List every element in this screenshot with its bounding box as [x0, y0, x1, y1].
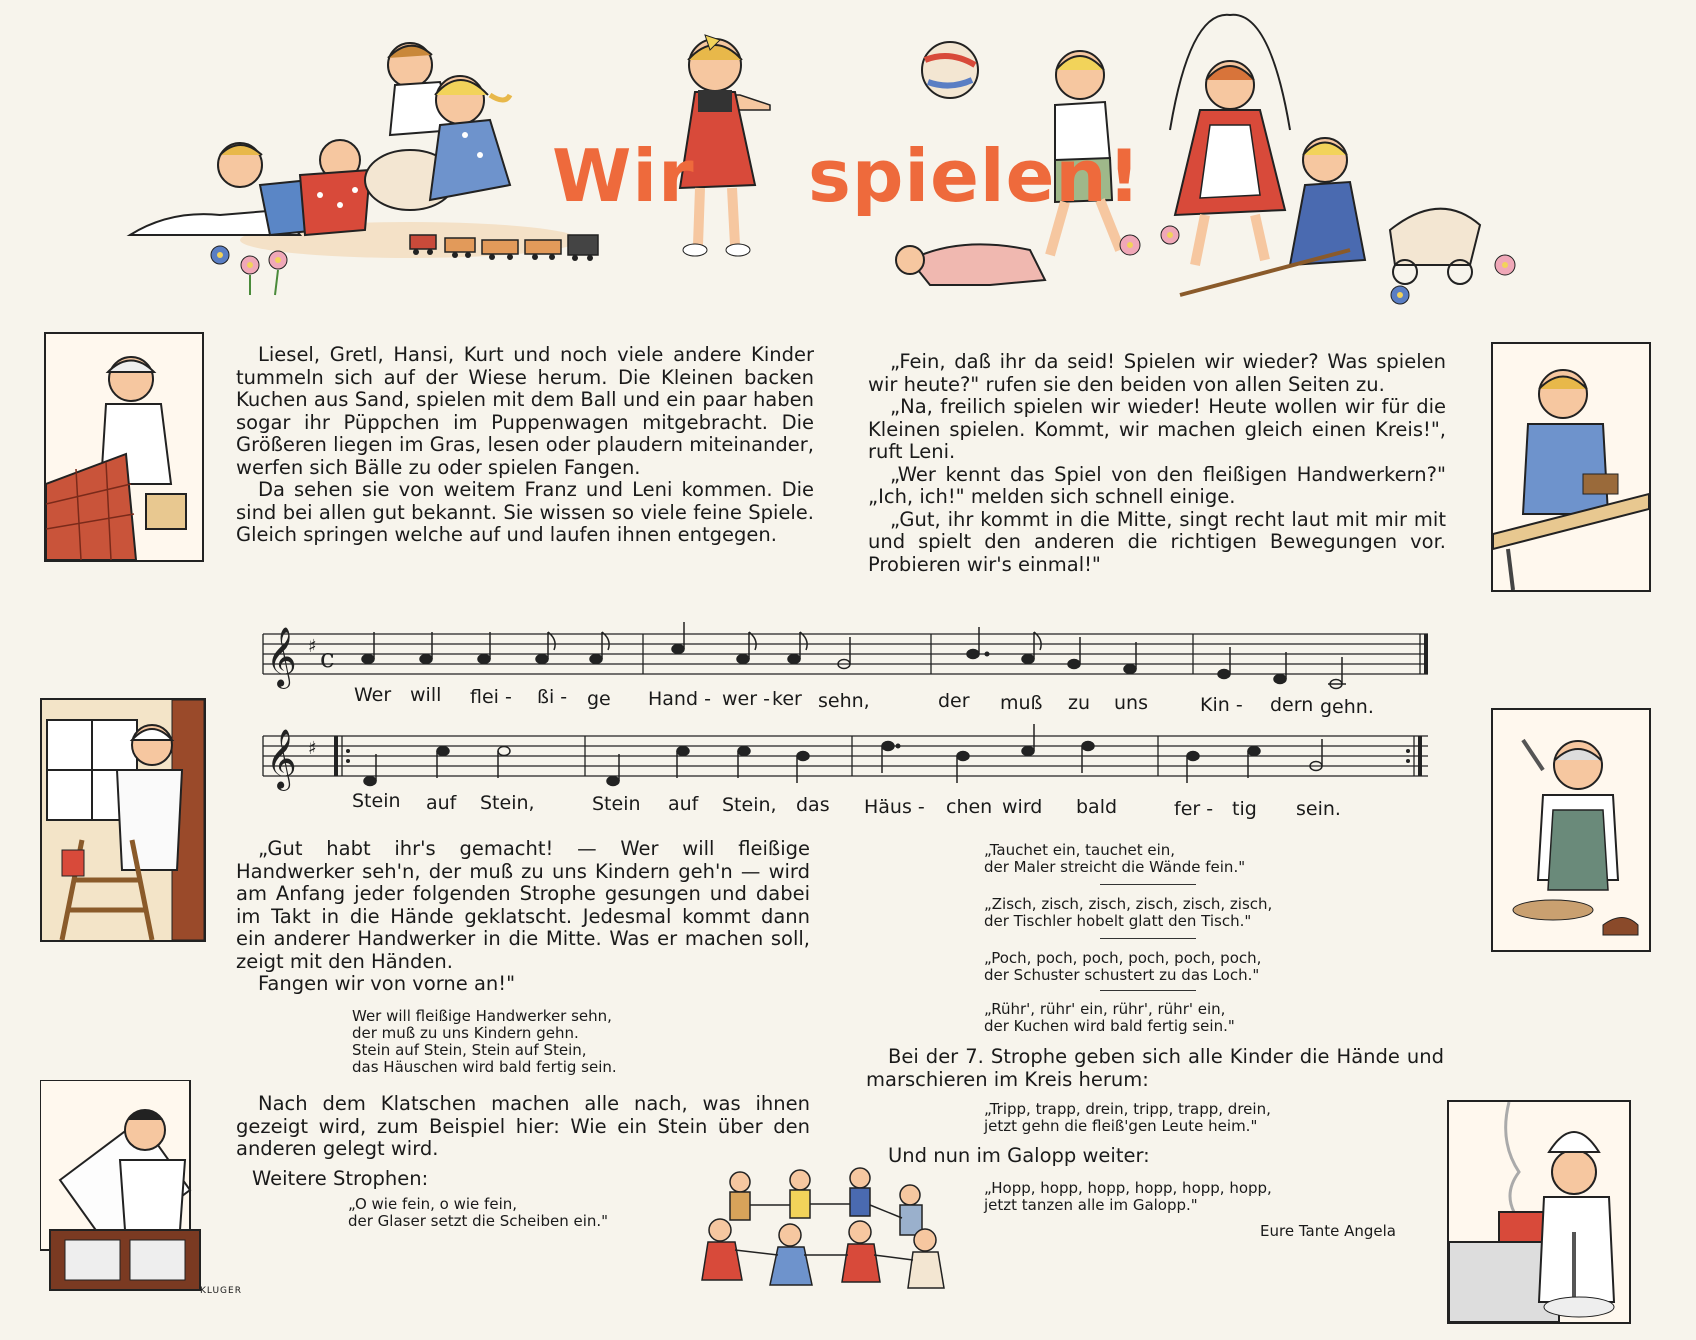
glaser-line-1: „O wie fein, o wie fein,: [348, 1195, 518, 1213]
lyric-1-6: Hand -: [648, 688, 711, 710]
lyric-2-8: Häus -: [864, 796, 925, 818]
lyric-2-11: bald: [1076, 796, 1118, 818]
tischler-line-1: „Zisch, zisch, zisch, zisch, zisch, zisch,: [984, 895, 1273, 913]
lower-left-text-2: Fangen wir von vorne an!": [258, 972, 516, 995]
maler-line-1: „Tauchet ein, tauchet ein,: [984, 841, 1176, 859]
after-clap-paragraph: Nach dem Klatschen machen alle nach, was ihnen gezeigt wird, zum Beispiel hier: Wie ein Stein über den anderen gelegt wird.: [236, 1092, 810, 1160]
signature: Eure Tante Angela: [1260, 1222, 1396, 1240]
lyric-1-2: will: [410, 684, 442, 706]
verse-divider-3: [1100, 990, 1196, 991]
lower-left-paragraph: [236, 838, 810, 996]
lyric-1-9: sehn,: [818, 690, 870, 712]
lyric-2-14: sein.: [1296, 798, 1341, 820]
maler-verse: [984, 842, 1245, 876]
lyric-1-5: ge: [587, 688, 611, 710]
intro-right-paragraph-2: „Na, freilich spielen wir wieder! Heute wollen wir für die Kleinen spielen. Kommt, wir machen gleich einen Kreis!", ruft Leni.: [868, 395, 1446, 463]
dancing-children-circle-illustration: [680, 1160, 970, 1305]
lyric-2-1: Stein: [352, 790, 401, 812]
lyric-1-1: Wer: [354, 684, 392, 706]
intro-left-column: [236, 344, 814, 547]
strophe-7-paragraph: Bei der 7. Strophe geben sich alle Kinder die Hände und marschieren im Kreis herum:: [866, 1045, 1444, 1091]
glaser-line-2: der Glaser setzt die Scheiben ein.": [348, 1212, 609, 1230]
intro-right-paragraph-1: „Fein, daß ihr da seid! Spielen wir wieder? Was spielen wir heute?" rufen sie den beiden von allen Seiten zu.: [868, 350, 1446, 396]
title-part1: Wir: [552, 134, 695, 218]
lyric-1-12: zu: [1068, 692, 1091, 714]
glaser-verse: [348, 1196, 608, 1230]
svg-text:♯: ♯: [308, 636, 317, 657]
sheet-music-line-1: [258, 612, 1430, 692]
lyric-2-2: auf: [426, 792, 457, 814]
lyric-1-15: dern: [1270, 694, 1314, 716]
svg-text:c: c: [320, 644, 335, 674]
lyric-2-7: das: [796, 794, 830, 816]
refrain-line-3: Stein auf Stein, Stein auf Stein,: [352, 1041, 587, 1059]
children-sandbox-illustration: [130, 43, 580, 258]
lower-left-text-1: „Gut habt ihr's gemacht! — Wer will fleißige Handwerker seh'n, der muß zu uns Kindern geh'n — wird am Anfang jeder folgenden Strophe gesungen und dabei im Takt in die Hände geklatscht. Jedesmal kommt dann ein anderer Handwerker in die Mitte. Was er machen soll, zeigt mit den Händen.: [236, 837, 810, 973]
maler-line-2: der Maler streicht die Wände fein.": [984, 858, 1246, 876]
lyric-2-6: Stein,: [722, 794, 777, 816]
svg-text:♯: ♯: [308, 738, 317, 759]
intro-left-paragraph-1: Liesel, Gretl, Hansi, Kurt und noch viele andere Kinder tummeln sich auf der Wiese herum. Die Kleinen backen Kuchen aus Sand, spielen mit dem Ball und ein paar haben sogar ihr Püppchen im Puppenwagen mitgebracht. Die Größeren liegen im Gras, lesen oder plaudern miteinander, werfen sich Bälle zu oder spielen Fangen.: [236, 343, 814, 479]
hopp-line-2: jetzt tanzen alle im Galopp.": [984, 1196, 1198, 1214]
baker-illustration: [1447, 1100, 1631, 1324]
galopp-label: Und nun im Galopp weiter:: [888, 1144, 1150, 1167]
lyric-1-3: flei -: [470, 686, 512, 708]
lyric-1-16: gehn.: [1320, 696, 1374, 718]
bricklayer-illustration: [44, 332, 204, 562]
tischler-line-2: der Tischler hobelt glatt den Tisch.": [984, 912, 1252, 930]
lyric-1-14: Kin -: [1200, 694, 1243, 716]
kuchen-line-2: der Kuchen wird bald fertig sein.": [984, 1017, 1235, 1035]
carpenter-illustration: [1491, 342, 1651, 592]
painter-illustration: [40, 698, 206, 942]
schuster-verse: [984, 950, 1261, 984]
svg-text:𝄞: 𝄞: [266, 729, 297, 789]
tischler-verse: [984, 896, 1272, 930]
lyric-1-11: muß: [1000, 692, 1043, 714]
weitere-strophen-label: Weitere Strophen:: [252, 1167, 429, 1190]
schuster-line-1: „Poch, poch, poch, poch, poch, poch,: [984, 949, 1262, 967]
lyric-2-3: Stein,: [480, 792, 535, 814]
lyric-2-12: fer -: [1174, 798, 1214, 820]
lyric-2-5: auf: [668, 793, 699, 815]
lyric-1-10: der: [938, 690, 970, 712]
refrain-line-1: Wer will fleißige Handwerker sehn,: [352, 1007, 612, 1025]
sheet-music-line-2: [258, 714, 1430, 794]
lyric-2-13: tig: [1232, 798, 1257, 820]
glazier-illustration: [40, 1080, 226, 1302]
lyric-2-4: Stein: [592, 793, 641, 815]
verse-divider-2: [1100, 938, 1196, 939]
lyric-1-7: wer -: [722, 688, 770, 710]
refrain-line-4: das Häuschen wird bald fertig sein.: [352, 1058, 617, 1076]
intro-left-paragraph-2: Da sehen sie von weitem Franz und Leni kommen. Die sind bei allen gut bekannt. Sie wissen so viele feine Spiele. Gleich springen welche auf und laufen ihnen entgegen.: [236, 478, 814, 546]
lyric-1-13: uns: [1114, 692, 1148, 714]
kuchen-verse: [984, 1001, 1235, 1035]
refrain-line-2: der muß zu uns Kindern gehn.: [352, 1024, 579, 1042]
svg-text:𝄞: 𝄞: [266, 627, 297, 687]
title-part2: spielen!: [808, 134, 1142, 218]
lyric-2-9: chen: [946, 796, 993, 818]
lyric-1-8: ker: [772, 688, 802, 710]
kuchen-line-1: „Rühr', rühr' ein, rühr', rühr' ein,: [984, 1000, 1226, 1018]
lyric-1-4: ßi -: [537, 686, 568, 708]
tripp-line-2: jetzt gehn die fleiß'gen Leute heim.": [984, 1117, 1258, 1135]
lyric-2-10: wird: [1002, 796, 1043, 818]
intro-right-paragraph-4: „Gut, ihr kommt in die Mitte, singt recht laut mit mir mit und spielt den anderen die richtigen Bewegungen vor. Probieren wir's einmal!": [868, 507, 1446, 576]
schuster-line-2: der Schuster schustert zu das Loch.": [984, 966, 1260, 984]
hopp-line-1: „Hopp, hopp, hopp, hopp, hopp, hopp,: [984, 1179, 1272, 1197]
hopp-verse: [984, 1180, 1272, 1214]
flowers-left-illustration: [211, 246, 287, 295]
refrain-verse: [352, 1008, 617, 1076]
cobbler-illustration: [1491, 708, 1651, 952]
artist-signature: KLUGER: [200, 1286, 242, 1296]
tripp-trapp-verse: [984, 1101, 1271, 1135]
tripp-line-1: „Tripp, trapp, drein, tripp, trapp, drein,: [984, 1100, 1271, 1118]
intro-right-column: [868, 351, 1446, 576]
intro-right-paragraph-3: „Wer kennt das Spiel von den fleißigen Handwerkern?" „Ich, ich!" melden sich schnell einige.: [868, 462, 1446, 508]
verse-divider-1: [1100, 884, 1196, 885]
